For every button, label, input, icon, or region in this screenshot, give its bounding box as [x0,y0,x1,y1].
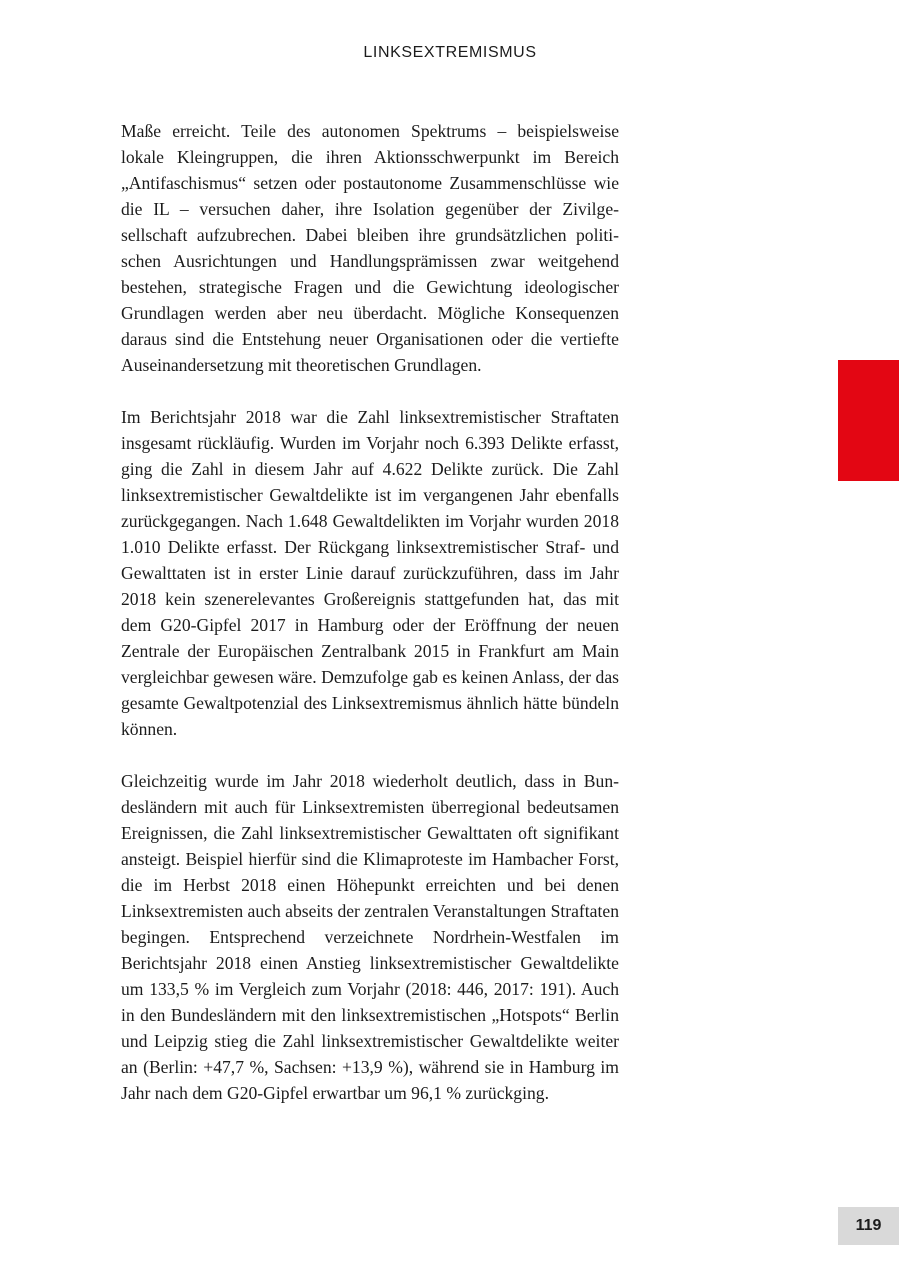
paragraph-2: Im Berichtsjahr 2018 war die Zahl linksextremistischer Straftaten insgesamt rückläufig. Wurden im Vorjahr noch 6.393 Delikte erfasst, ging die Zahl in diesem Jahr auf 4.622 Delikte zurück. Die Zahl linksextremistischer Gewaltdelikte ist im vergangenen Jahr ebenfalls zurückgegangen. Nach 1.648 Gewaltdelikten im Vorjahr wurden 2018 1.010 Delikte erfasst. Der Rückgang linksextremistischer Straf- und Gewalttaten ist in erster Linie darauf zurückzuführen, dass im Jahr 2018 kein szenerelevantes Großereignis stattgefunden hat, das mit dem G20-Gipfel 2017 in Hamburg oder der Eröffnung der neuen Zentrale der Europäischen Zentralbank 2015 in Frankfurt am Main vergleichbar gewesen wäre. Demzufolge gab es keinen Anlass, der das gesamte Gewaltpotenzial des Linksextremismus ähnlich hätte bündeln können. [121,407,619,739]
chapter-tab-marker [838,360,899,481]
body-text [121,118,619,1132]
paragraph-1: Maße erreicht. Teile des autonomen Spektrums – beispielsweise lokale Kleingruppen, die ihren Aktionsschwerpunkt im Bereich „Antifaschismus“ setzen oder postautonome Zusammenschlüsse wie die IL – versuchen daher, ihre Isolation gegenüber der Zivilgesellschaft aufzubrechen. Dabei bleiben ihre grundsätzlichen politischen Ausrichtungen und Handlungsprämissen zwar weitgehend bestehen, strategische Fragen und die Gewichtung ideologischer Grundlagen werden aber neu überdacht. Mögliche Konsequenzen daraus sind die Entstehung neuer Organisationen oder die vertiefte Auseinandersetzung mit theoretischen Grundlagen. [121,121,619,375]
page-number-box [838,1207,899,1245]
running-header: LINKSEXTREMISMUS [363,44,537,61]
paragraph-3: Gleichzeitig wurde im Jahr 2018 wiederholt deutlich, dass in Bundesländern mit auch für Linksextremisten überregional bedeutsamen Ereignissen, die Zahl linksextremistischer Gewalttaten oft signifikant ansteigt. Beispiel hierfür sind die Klimaproteste im Hambacher Forst, die im Herbst 2018 einen Höhepunkt erreichten und bei denen Linksextremisten auch abseits der zentralen Veranstaltungen Straftaten begingen. Entsprechend verzeichnete Nordrhein-Westfalen im Berichtsjahr 2018 einen Anstieg linksextremistischer Gewaltdelikte um 133,5 % im Vergleich zum Vorjahr (2018: 446, 2017: 191). Auch in den Bundesländern mit den linksextremistischen „Hotspots“ Berlin und Leipzig stieg die Zahl linksextremistischer Gewaltdelikte weiter an (Berlin: +47,7 %, Sachsen: +13,9 %), während sie in Hamburg im Jahr nach dem G20-Gipfel erwartbar um 96,1 % zurückging. [121,771,619,1103]
page-number: 119 [855,1217,882,1234]
